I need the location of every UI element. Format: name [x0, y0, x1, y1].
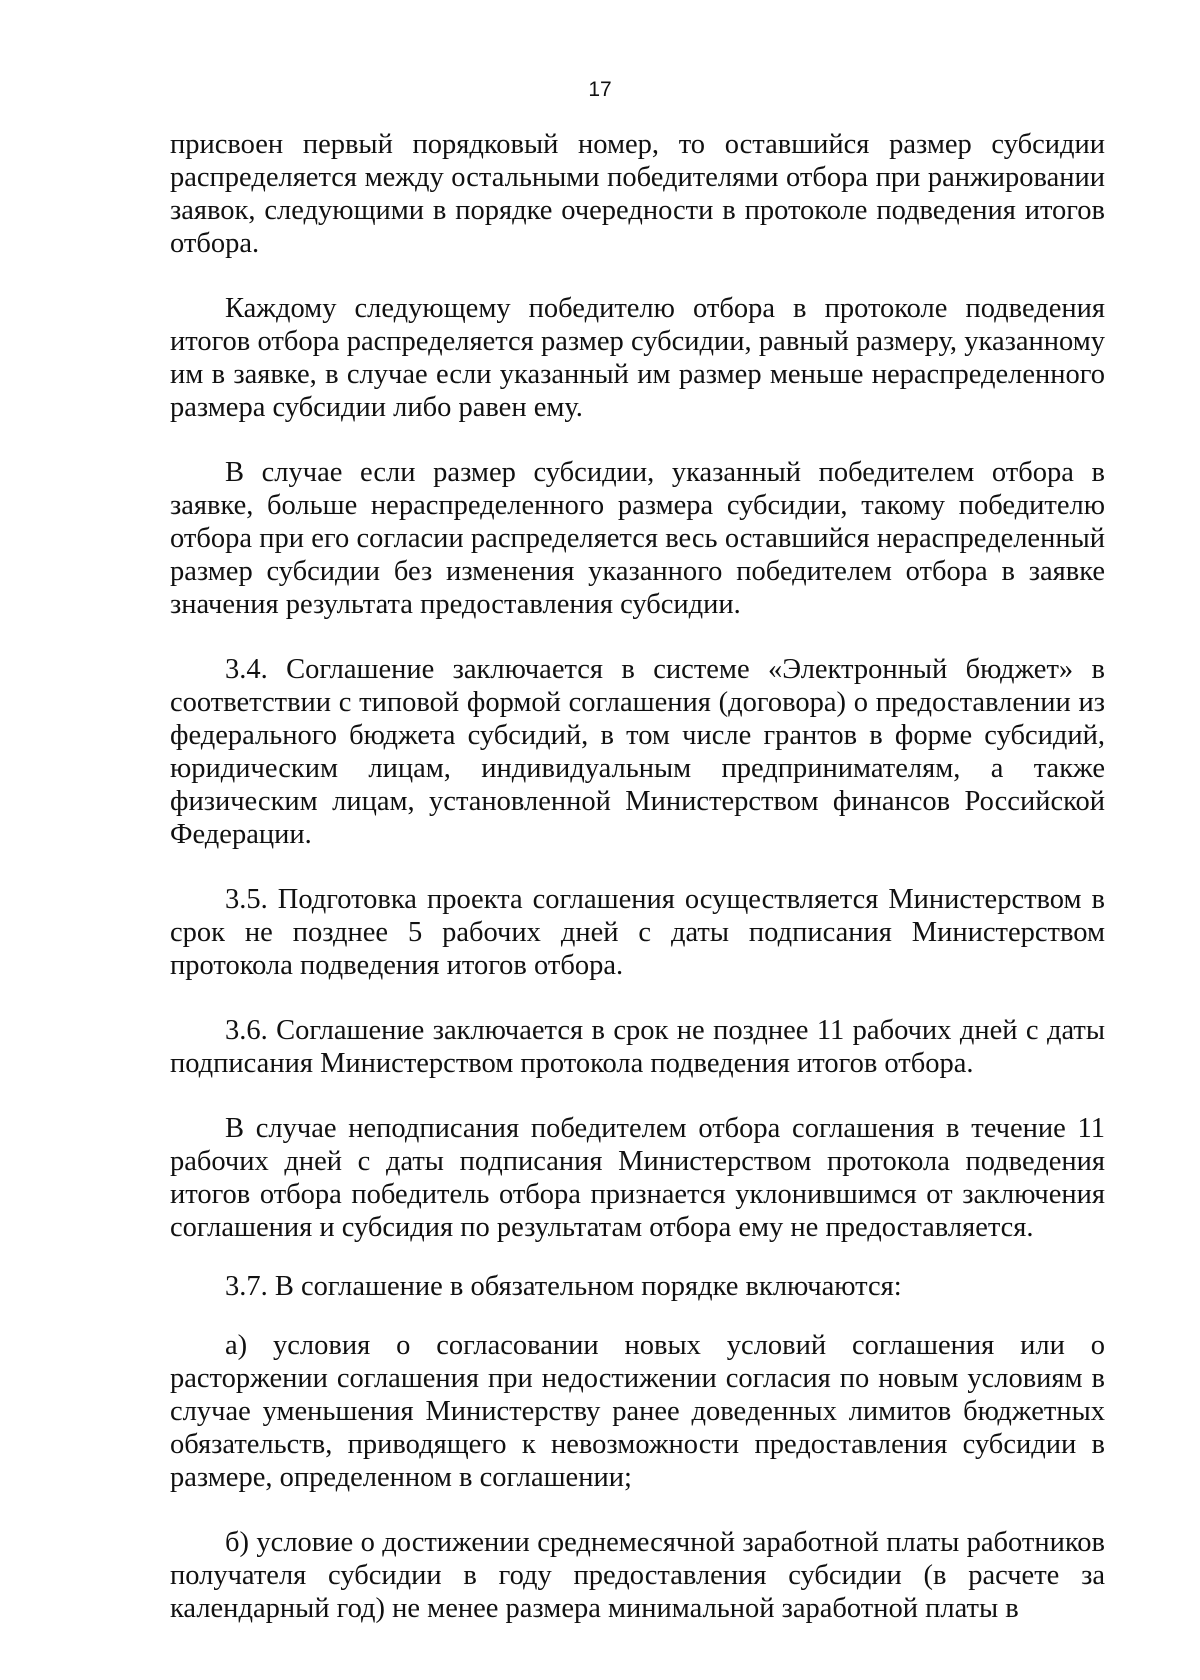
paragraph: Каждому следующему победителю отбора в протоколе подведения итогов отбора распределяется размер субсидии, равный размеру, указанному им в заявке, в случае если указанный им размер меньше нераспределенного размера субсидии либо равен ему. — [170, 293, 1105, 423]
paragraph-clause-3-7: 3.7. В соглашение в обязательном порядке включаются: — [225, 1271, 902, 1302]
page-number: 17 — [588, 78, 612, 101]
paragraph: В случае неподписания победителем отбора соглашения в течение 11 рабочих дней с даты подписания Министерством протокола подведения итогов отбора победитель отбора признается уклонившимся от заключения соглашения и субсидия по результатам отбора ему не предоставляется. — [170, 1113, 1105, 1243]
paragraph-continuation: присвоен первый порядковый номер, то оставшийся размер субсидии распределяется между остальными победителями отбора при ранжировании заявок, следующими в порядке очередности в протоколе подведения итогов отбора. — [170, 129, 1105, 259]
paragraph-clause-3-5: 3.5. Подготовка проекта соглашения осуществляется Министерством в срок не позднее 5 рабочих дней с даты подписания Министерством протокола подведения итогов отбора. — [170, 884, 1105, 981]
paragraph: В случае если размер субсидии, указанный победителем отбора в заявке, больше нераспределенного размера субсидии, такому победителю отбора при его согласии распределяется весь оставшийся нераспределенный размер субсидии без изменения указанного победителем отбора в заявке значения результата предоставления субсидии. — [170, 457, 1105, 620]
paragraph-clause-3-4: 3.4. Соглашение заключается в системе «Электронный бюджет» в соответствии с типовой формой соглашения (договора) о предоставлении из федерального бюджета субсидий, в том числе грантов в форме субсидий, юридическим лицам, индивидуальным предпринимателям, а также физическим лицам, установленной Министерством финансов Российской Федерации. — [170, 654, 1105, 850]
paragraph-clause-3-6: 3.6. Соглашение заключается в срок не позднее 11 рабочих дней с даты подписания Министерством протокола подведения итогов отбора. — [170, 1015, 1105, 1079]
list-item-a: а) условия о согласовании новых условий соглашения или о расторжении соглашения при недостижении согласия по новым условиям в случае уменьшения Министерству ранее доведенных лимитов бюджетных обязательств, приводящего к невозможности предоставления субсидии в размере, определенном в соглашении; — [170, 1330, 1105, 1493]
document-body — [170, 128, 1105, 1625]
list-item-b: б) условие о достижении среднемесячной заработной платы работников получателя субсидии в году предоставления субсидии (в расчете за календарный год) не менее размера минимальной заработной платы в — [170, 1527, 1105, 1624]
